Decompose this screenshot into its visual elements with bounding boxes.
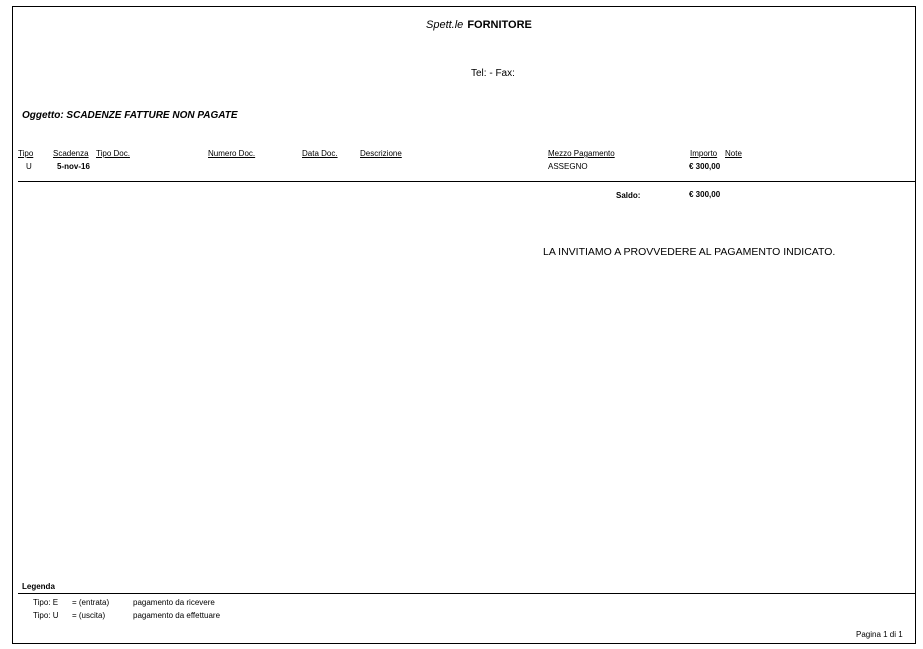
total-label: Saldo: [616,191,641,200]
column-header-note: Note [725,149,742,158]
document-page [12,6,916,644]
column-header-scadenza: Scadenza [53,149,89,158]
total-value: € 300,00 [689,190,721,199]
legend-description: pagamento da effettuare [133,611,221,620]
column-header-mezzo-pagamento: Mezzo Pagamento [548,149,615,158]
legend-code: = (entrata) [72,598,110,607]
column-header-tipo-doc: Tipo Doc. [96,149,130,158]
recipient-line [426,19,532,31]
legend-description: pagamento da ricevere [133,598,215,607]
recipient-name: FORNITORE [467,19,532,31]
cell-importo: € 300,00 [689,162,721,171]
payment-notice: LA INVITIAMO A PROVVEDERE AL PAGAMENTO INDICATO. [543,246,836,258]
contact-line: Tel: - Fax: [471,68,515,79]
column-header-data-doc: Data Doc. [302,149,338,158]
legend-code: = (uscita) [72,611,106,620]
legend-tipo: Tipo: U [33,611,59,620]
column-header-tipo: Tipo [18,149,34,158]
recipient-prefix: Spett.le [426,19,464,31]
page-number: Pagina 1 di 1 [856,630,903,639]
legend-title: Legenda [22,582,55,591]
legend-tipo: Tipo: E [33,598,59,607]
subject-heading: Oggetto: SCADENZE FATTURE NON PAGATE [22,110,238,121]
cell-scadenza: 5-nov-16 [57,162,90,171]
table-divider [18,181,916,182]
column-header-numero-doc: Numero Doc. [208,149,256,158]
column-header-importo: Importo [690,149,718,158]
cell-mezzo-pagamento: ASSEGNO [548,162,588,171]
legend-divider [18,593,916,594]
column-header-descrizione: Descrizione [360,149,402,158]
cell-tipo: U [26,162,32,171]
